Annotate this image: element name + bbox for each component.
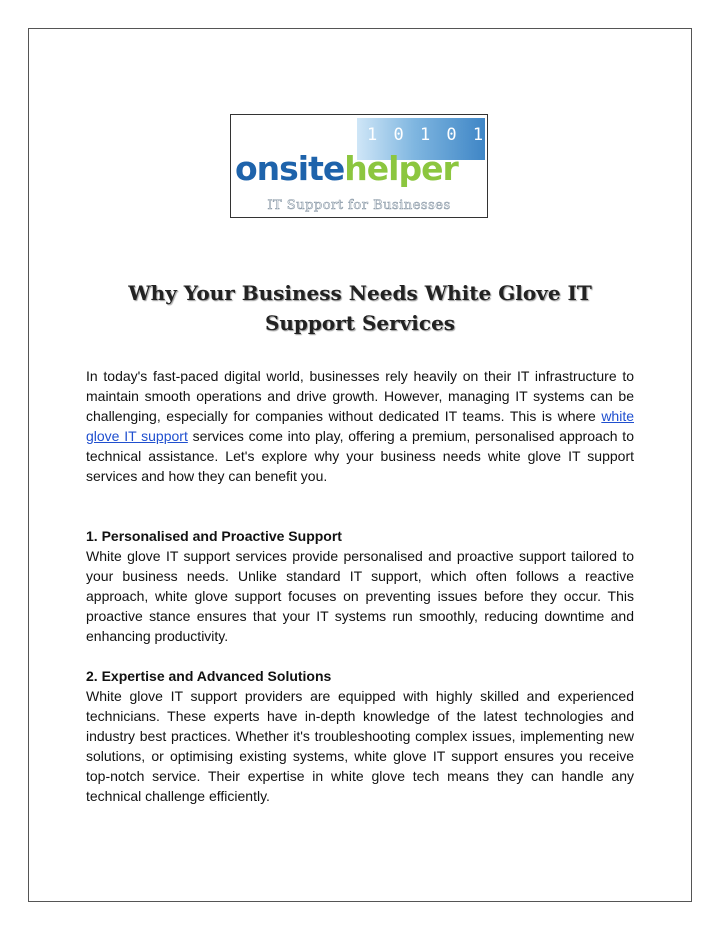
logo-wordmark	[235, 149, 458, 189]
logo-wordmark-onsite: onsite	[235, 149, 345, 188]
intro-paragraph	[86, 366, 634, 486]
section-heading: 1. Personalised and Proactive Support	[86, 528, 342, 544]
intro-text-before-link: In today's fast-paced digital world, businesses rely heavily on their IT infrastructure to maintain smooth operations and drive growth. However, managing IT systems can be challenging, especially for companies without dedicated IT teams. This is where	[86, 368, 634, 424]
logo-wordmark-helper: helper	[344, 149, 458, 188]
company-logo	[230, 114, 540, 218]
white-glove-it-support-link[interactable]: white glove IT support	[86, 408, 634, 444]
section-heading: 2. Expertise and Advanced Solutions	[86, 668, 332, 684]
intro-text-after-link: services come into play, offering a premium, personalised approach to technical assistance. Let's explore why your business needs white glove IT support services and how they can benefit you.	[86, 428, 634, 484]
section-personalised-support	[86, 526, 634, 646]
logo-binary-digits: 1 0 1 0 1 0 1	[367, 125, 540, 145]
section-body: White glove IT support services provide personalised and proactive support tailored to your business needs. Unlike standard IT support, which often follows a reactive approach, white glove support focuses on preventing issues before they occur. This proactive stance ensures that your IT systems run smoothly, reducing downtime and enhancing productivity.	[86, 548, 634, 644]
section-body: White glove IT support providers are equipped with highly skilled and experienced technicians. These experts have in-depth knowledge of the latest technologies and industry best practices. Whether it's troubleshooting complex issues, implementing new solutions, or optimising existing systems, white glove IT support ensures you receive top-notch service. Their expertise in white glove tech means they can handle any technical challenge efficiently.	[86, 688, 634, 804]
logo-tagline: IT Support for Businesses	[267, 198, 451, 213]
document-title: Why Your Business Needs White Glove IT Support Services	[128, 281, 592, 335]
section-expertise	[86, 666, 634, 806]
